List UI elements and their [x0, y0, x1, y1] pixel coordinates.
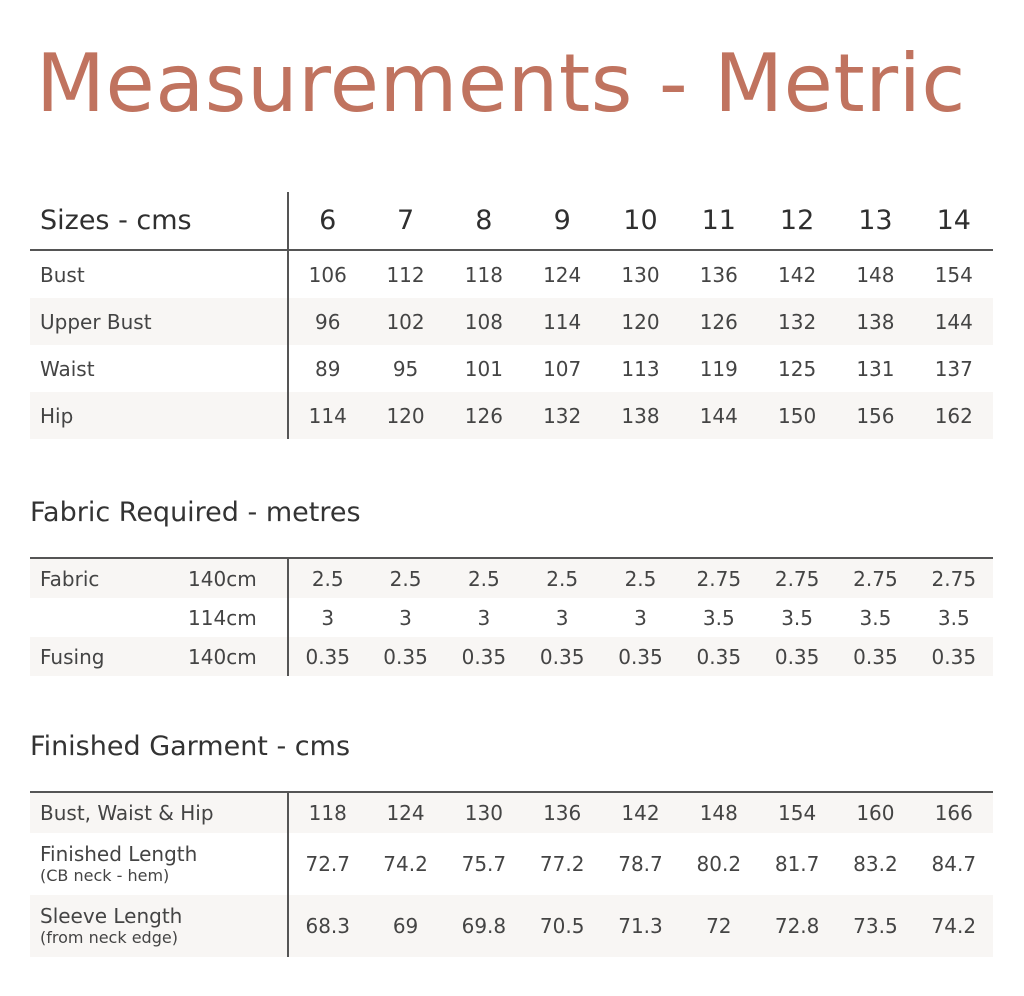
table-cell: 130: [445, 792, 523, 833]
table-row: [30, 637, 993, 676]
size-header: 14: [915, 192, 993, 250]
row-label: Waist: [30, 345, 288, 392]
table-cell: 3.5: [702, 605, 735, 630]
table-cell: 125: [778, 356, 817, 381]
table-cell: 102: [366, 298, 444, 345]
table-cell: 80.2: [696, 852, 742, 876]
size-header: 13: [836, 192, 914, 250]
table-cell: 124: [366, 792, 444, 833]
table-cell: 3: [477, 605, 491, 630]
size-header: 7: [366, 192, 444, 250]
table-row: [30, 345, 993, 392]
table-cell: 3.5: [781, 605, 814, 630]
size-header: 11: [680, 192, 758, 250]
table-cell: 81.7: [774, 852, 820, 876]
size-header: 6: [288, 192, 366, 250]
row-label-note: (from neck edge): [40, 927, 178, 947]
fabric-table: [30, 557, 993, 676]
table-cell: 136: [523, 792, 601, 833]
row-label: Fusing: [30, 637, 188, 676]
table-cell: 0.35: [836, 637, 914, 676]
table-cell: 166: [915, 792, 993, 833]
table-cell: 2.75: [680, 558, 758, 598]
table-cell: 3: [634, 605, 647, 630]
table-cell: 108: [445, 298, 523, 345]
row-label-text: Sleeve Length: [40, 903, 183, 928]
table-cell: 75.7: [461, 852, 507, 876]
table-cell: 71.3: [601, 895, 679, 957]
row-label: Hip: [30, 392, 288, 439]
row-label: Upper Bust: [30, 298, 288, 345]
table-cell: 119: [699, 356, 738, 381]
table-cell: 132: [523, 392, 601, 439]
table-cell: 107: [543, 356, 582, 381]
table-cell: 106: [308, 262, 347, 287]
row-label: [30, 895, 288, 957]
table-cell: 142: [778, 262, 817, 287]
table-cell: 0.35: [366, 637, 444, 676]
table-cell: 120: [366, 392, 444, 439]
table-cell: 120: [601, 298, 679, 345]
size-header: 9: [523, 192, 601, 250]
table-cell: 124: [543, 262, 582, 287]
table-cell: 74.2: [383, 852, 428, 876]
table-cell: 72.8: [758, 895, 836, 957]
table-cell: 69.8: [445, 895, 523, 957]
table-cell: 154: [934, 262, 973, 287]
table-cell: 0.35: [523, 637, 601, 676]
size-header: 12: [758, 192, 836, 250]
table-cell: 2.75: [915, 558, 993, 598]
table-cell: 2.5: [601, 558, 679, 598]
table-cell: 126: [680, 298, 758, 345]
table-cell: 114: [288, 392, 366, 439]
table-cell: 132: [758, 298, 836, 345]
fabric-section-heading: Fabric Required - metres: [30, 497, 361, 528]
table-cell: 0.35: [758, 637, 836, 676]
table-cell: 89: [315, 356, 341, 381]
table-cell: 0.35: [915, 637, 993, 676]
table-cell: 113: [621, 356, 660, 381]
fabric-width: 140cm: [188, 558, 288, 598]
table-cell: 101: [464, 356, 503, 381]
row-label-text: Finished Length: [40, 841, 198, 866]
row-label-text: Bust, Waist & Hip: [40, 801, 214, 825]
table-cell: 114: [523, 298, 601, 345]
table-cell: 138: [836, 298, 914, 345]
table-row: [30, 392, 993, 439]
table-cell: 112: [386, 262, 425, 287]
table-row: [30, 598, 993, 637]
table-row: [30, 792, 993, 833]
table-cell: 156: [836, 392, 914, 439]
table-row: [30, 895, 993, 957]
table-cell: 2.5: [288, 558, 366, 598]
table-cell: 2.5: [445, 558, 523, 598]
table-cell: 72.7: [305, 852, 350, 876]
table-cell: 3: [321, 605, 335, 630]
table-cell: 130: [621, 262, 660, 287]
table-cell: 72: [680, 895, 758, 957]
table-cell: 70.5: [523, 895, 601, 957]
row-label: [30, 598, 188, 637]
table-cell: 162: [915, 392, 993, 439]
table-cell: 83.2: [853, 852, 898, 876]
table-cell: 144: [915, 298, 993, 345]
table-cell: 118: [288, 792, 366, 833]
sizes-header-label: Sizes - cms: [30, 192, 288, 250]
table-cell: 3: [555, 605, 569, 630]
table-cell: 77.2: [539, 852, 585, 876]
table-cell: 160: [836, 792, 914, 833]
garment-section-heading: Finished Garment - cms: [30, 731, 351, 762]
table-cell: 96: [288, 298, 366, 345]
garment-table: [30, 791, 993, 957]
table-cell: 74.2: [915, 895, 993, 957]
table-cell: 138: [601, 392, 679, 439]
table-cell: 148: [856, 262, 895, 287]
table-cell: 118: [464, 262, 503, 287]
table-cell: 3.5: [859, 605, 892, 630]
table-cell: 150: [758, 392, 836, 439]
table-cell: 84.7: [931, 852, 977, 876]
fabric-width: 114cm: [188, 598, 288, 637]
size-header: 8: [445, 192, 523, 250]
table-row: [30, 833, 993, 895]
row-label: [30, 833, 288, 895]
table-cell: 137: [934, 356, 973, 381]
table-cell: 0.35: [288, 637, 366, 676]
table-row: [30, 250, 993, 298]
table-cell: 126: [445, 392, 523, 439]
row-label: Fabric: [30, 558, 188, 598]
table-cell: 0.35: [445, 637, 523, 676]
table-cell: 136: [699, 262, 738, 287]
table-cell: 154: [758, 792, 836, 833]
table-cell: 2.5: [366, 558, 444, 598]
row-label-note: (CB neck - hem): [40, 865, 170, 885]
table-cell: 2.5: [523, 558, 601, 598]
sizes-header-row: [30, 192, 993, 250]
size-header: 10: [601, 192, 679, 250]
table-cell: 78.7: [618, 852, 663, 876]
row-label: [30, 792, 288, 833]
table-cell: 95: [392, 356, 419, 381]
sizes-table: [30, 192, 993, 439]
table-cell: 3: [399, 605, 412, 630]
table-cell: 73.5: [836, 895, 914, 957]
table-cell: 0.35: [601, 637, 679, 676]
table-cell: 144: [680, 392, 758, 439]
table-cell: 0.35: [680, 637, 758, 676]
fabric-width: 140cm: [188, 637, 288, 676]
page-title: Measurements - Metric: [36, 37, 966, 130]
table-row: [30, 558, 993, 598]
table-cell: 2.75: [758, 558, 836, 598]
table-cell: 142: [601, 792, 679, 833]
table-cell: 148: [680, 792, 758, 833]
table-row: [30, 298, 993, 345]
table-cell: 69: [366, 895, 444, 957]
table-cell: 68.3: [288, 895, 366, 957]
row-label: Bust: [30, 250, 288, 298]
table-cell: 131: [856, 356, 895, 381]
table-cell: 3.5: [937, 605, 970, 630]
table-cell: 2.75: [836, 558, 914, 598]
